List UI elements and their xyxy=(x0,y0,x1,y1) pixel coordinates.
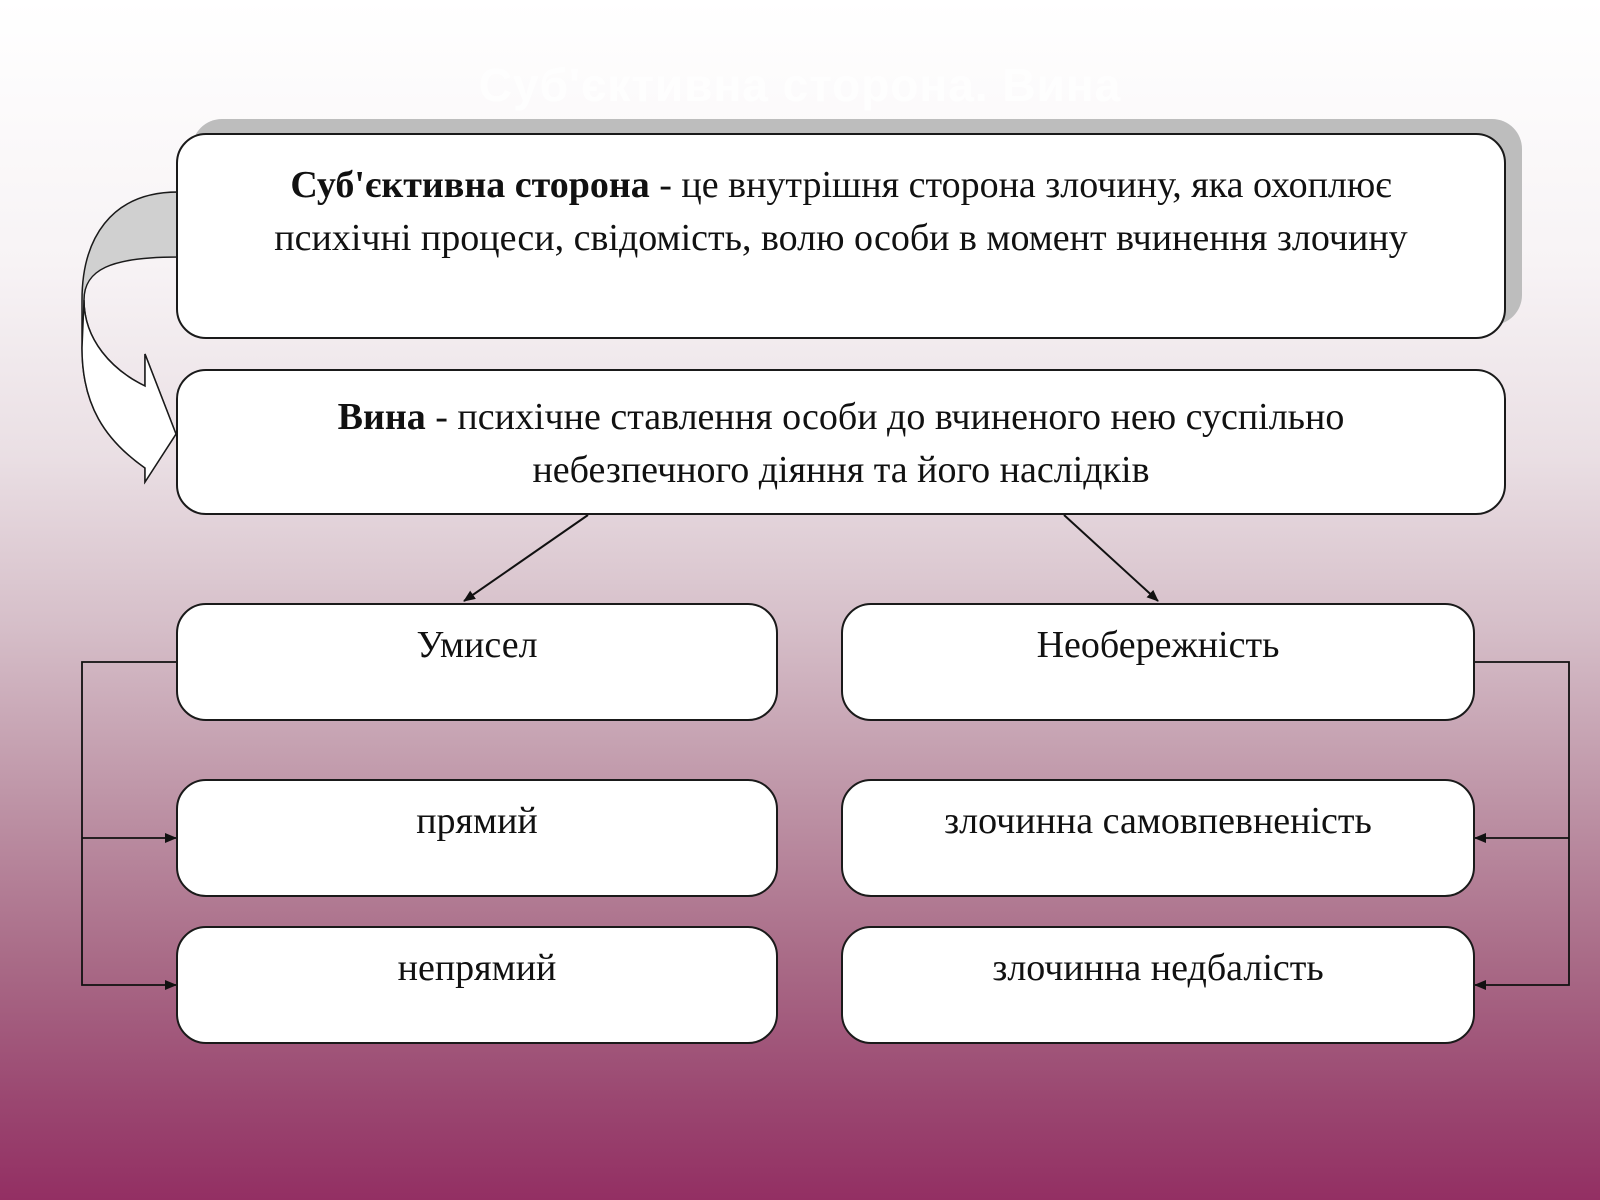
arrow-to-negligence xyxy=(1064,515,1158,601)
guilt-term: Вина xyxy=(337,396,426,438)
indirect-intent-label: непрямий xyxy=(397,947,557,989)
subjective-side-definition-box xyxy=(176,133,1506,339)
negligence-box xyxy=(841,603,1475,721)
criminal-self-confidence-box xyxy=(841,779,1475,897)
criminal-self-confidence-label: злочинна самовпевненість xyxy=(944,800,1372,842)
intent-box xyxy=(176,603,778,721)
direct-intent-label: прямий xyxy=(416,800,538,842)
criminal-carelessness-label: злочинна недбалість xyxy=(992,947,1324,989)
subjective-side-definition xyxy=(238,159,1444,265)
direct-intent-box xyxy=(176,779,778,897)
bracket-negligence xyxy=(1475,662,1569,985)
indirect-intent-box xyxy=(176,926,778,1044)
subjective-side-term: Суб'єктивна сторона xyxy=(290,164,650,206)
guilt-text: - психічне ставлення особи до вчиненого нею суспільно небезпечного діяння та його наслідків xyxy=(425,396,1345,491)
guilt-definition xyxy=(238,391,1444,497)
criminal-carelessness-box xyxy=(841,926,1475,1044)
negligence-label: Необережність xyxy=(1036,624,1280,666)
subjective-side-text: - це внутрішня сторона злочину, яка охоплює психічні процеси, свідомість, волю особи в момент вчинення злочину xyxy=(274,164,1408,259)
arrow-to-intent xyxy=(464,515,588,601)
slide-title: Суб'єктивна сторона. Вина xyxy=(478,59,1122,111)
intent-label: Умисел xyxy=(416,624,538,666)
bracket-intent xyxy=(82,662,176,985)
guilt-definition-box xyxy=(176,369,1506,515)
curved-arrow-front xyxy=(82,300,176,482)
